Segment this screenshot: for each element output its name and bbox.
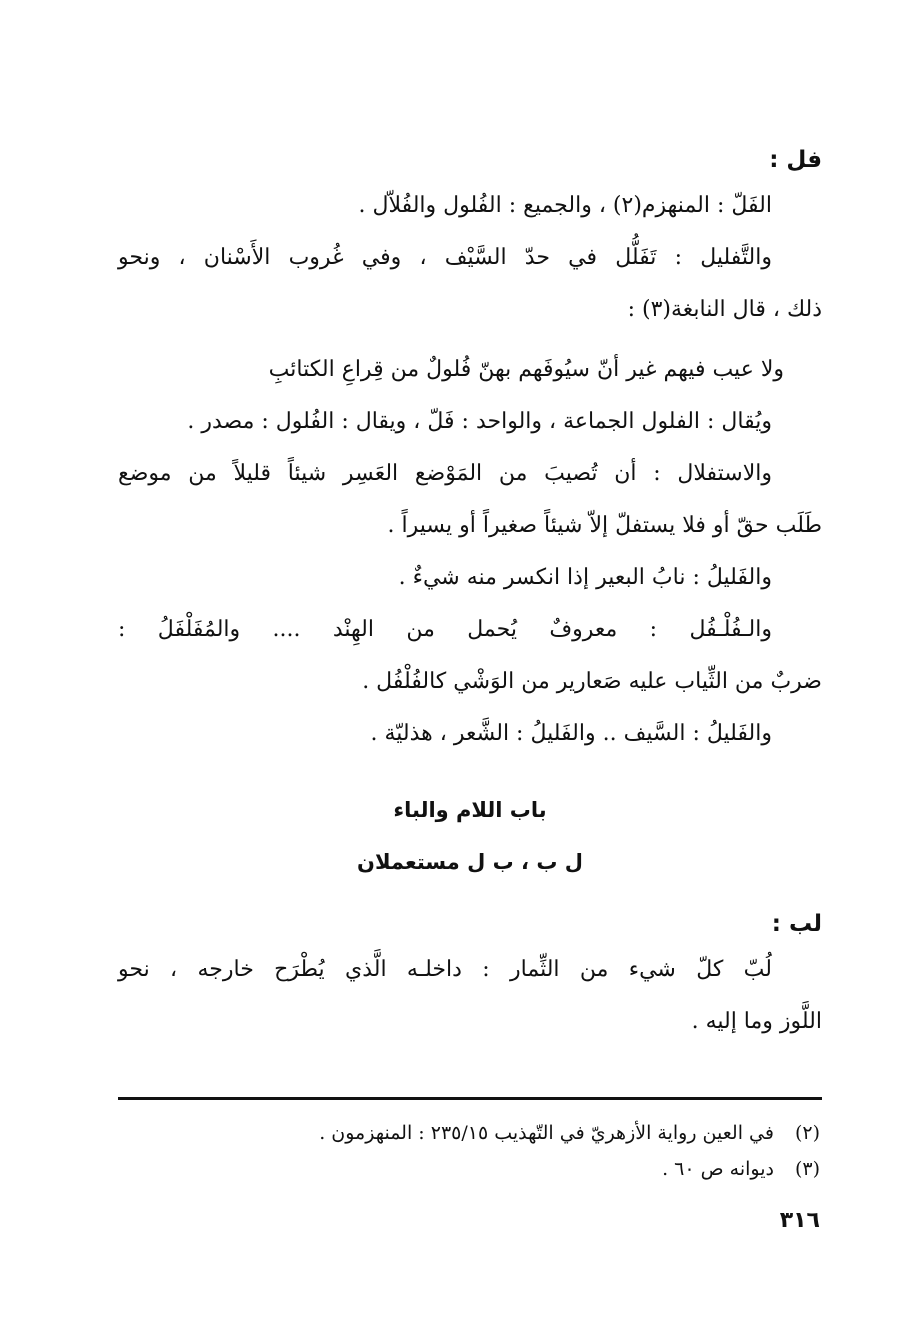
entry-line: والفَليلُ : نابُ البعير إذا انكسر منه شيءٌ . — [398, 565, 772, 590]
footnote-number: (٢) — [794, 1122, 820, 1144]
entry-line: والتَّفليل : تَفَلُّل في حدّ السَّيْف ، وفي غُروب الأَسْنان ، ونحو — [118, 245, 772, 270]
entry-line: اللَّوز وما إليه . — [691, 1009, 822, 1034]
page-body — [118, 140, 822, 1048]
footnote — [118, 1115, 820, 1151]
entry-heading-fal: فل : — [769, 147, 822, 173]
entry-line: والاستفلال : أن تُصيبَ من المَوْضع العَسِر شيئاً قليلاً من موضع — [118, 461, 772, 486]
page-number: ٣١٦ — [779, 1208, 820, 1233]
entry-line: الفَلّ : المنهزم(٢) ، والجميع : الفُلول والفُلاّل . — [358, 193, 772, 218]
footnote-number: (٣) — [794, 1158, 820, 1180]
footnote-divider — [118, 1097, 822, 1100]
footnote-text: في العين رواية الأزهريّ في التّهذيب ٢٣٥/١٥ : المنهزمون . — [319, 1122, 774, 1144]
entry-line: والـفُلْـفُل : معروفٌ يُحمل من الهِنْد .... والمُفَلْفَلُ : — [118, 617, 772, 642]
footnote-text: ديوانه ص ٦٠ . — [662, 1158, 774, 1180]
entry-line: لُبّ كلّ شيء من الثِّمار : داخلـه الَّذي يُطْرَح خارجه ، نحو — [118, 957, 772, 982]
entry-line: والفَليلُ : السَّيف .. والفَليلُ : الشَّعر ، هذليّة . — [370, 721, 772, 746]
entry-line: ذلك ، قال النابغة(٣) : — [627, 297, 822, 322]
poetry-verse: ولا عيب فيهم غير أنّ سيُوفَهم بهنّ فُلولٌ من قِراعِ الكتائبِ — [268, 357, 784, 382]
footnote — [118, 1151, 820, 1187]
entry-line: طَلَب حقّ أو فلا يستفلّ إلاّ شيئاً صغيراً أو يسيراً . — [387, 513, 822, 538]
chapter-subtitle: ل ب ، ب ل مستعملان — [357, 850, 583, 874]
entry-line: ضربٌ من الثِّياب عليه صَعارير من الوَشْي كالفُلْفُل . — [362, 669, 822, 694]
chapter-title: باب اللام والباء — [393, 798, 547, 822]
footnotes — [118, 1115, 820, 1187]
entry-line: ويُقال : الفلول الجماعة ، والواحد : فَلّ ، ويقال : الفُلول : مصدر . — [187, 409, 772, 434]
entry-heading-lubb: لب : — [771, 911, 822, 937]
